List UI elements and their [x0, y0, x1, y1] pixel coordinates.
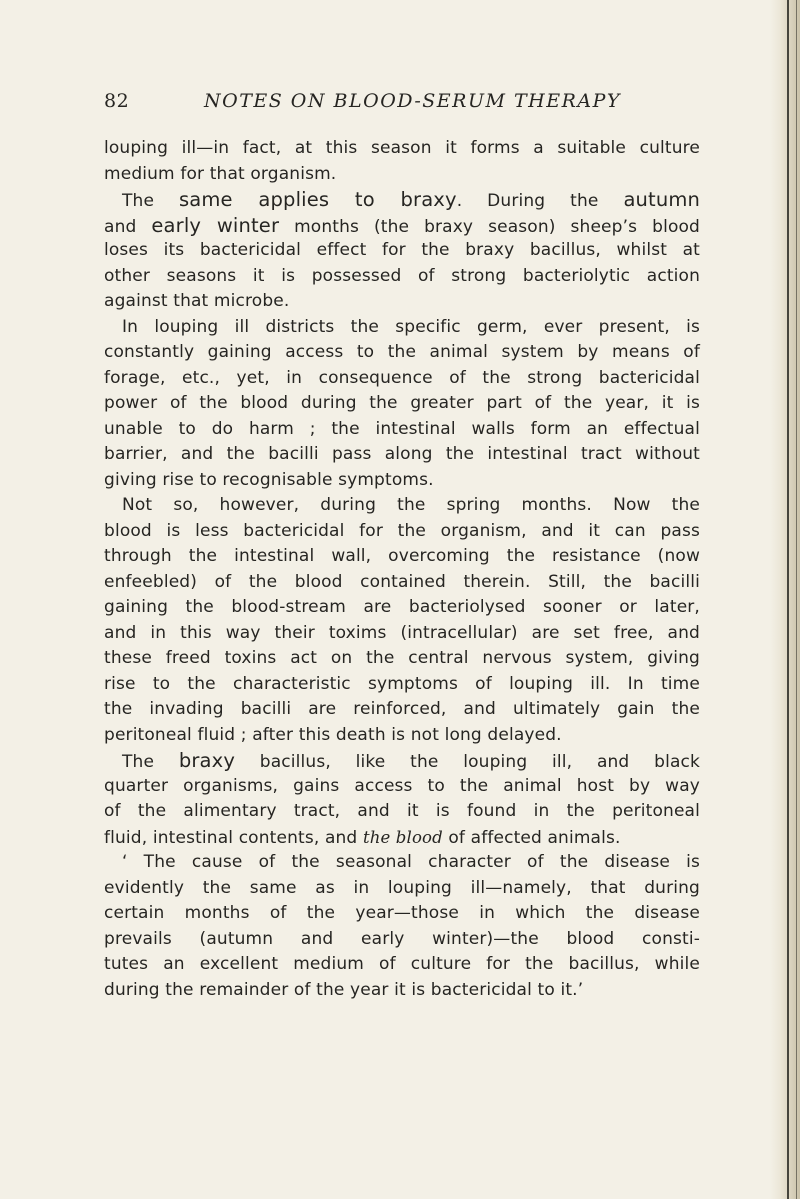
text-line: of the alimentary tract, and it is found in the peritoneal	[104, 801, 700, 821]
running-title: NOTES ON BLOOD-SERUM THERAPY	[204, 90, 621, 112]
text-line: medium for that organism.	[104, 163, 337, 184]
text-line: unable to do harm ; the intestinal walls form an effectual	[104, 418, 700, 439]
text-line: blood is less bactericidal for the organism, and it can pass	[104, 520, 700, 541]
text-line: constantly gaining access to the animal system by means of	[104, 342, 700, 362]
text-line: certain months of the year—those in which the disease	[104, 903, 700, 923]
emphasis-text: same applies to braxy	[179, 188, 457, 211]
text-line: louping ill—in fact, at this season it forms a suitable culture	[104, 138, 700, 158]
text-line: these freed toxins act on the central nervous system, giving	[104, 648, 700, 668]
text-line: peritoneal fluid ; after this death is not long delayed.	[104, 724, 562, 745]
text-line: against that microbe.	[104, 291, 290, 311]
text-line: In louping ill districts the specific germ, ever present, is	[122, 316, 700, 337]
text-line: barrier, and the bacilli pass along the intestinal tract without	[104, 444, 700, 464]
text-line: the invading bacilli are reinforced, and ultimately gain the	[104, 699, 700, 719]
page-edge	[770, 0, 800, 1199]
text-line: tutes an excellent medium of culture for the bacillus, while	[104, 954, 700, 974]
text-line: rise to the characteristic symptoms of louping ill. In time	[104, 673, 700, 694]
text-line: fluid, intestinal contents, and the blood of affected animals.	[104, 827, 621, 848]
page-number: 82	[104, 90, 130, 112]
emphasis-text: autumn	[623, 188, 701, 211]
italic-text: the blood	[362, 827, 443, 847]
page-edge-line	[796, 0, 797, 1199]
text-line: quarter organisms, gains access to the animal host by way	[104, 775, 700, 796]
text-line: gaining the blood-stream are bacteriolysed sooner or later,	[104, 597, 700, 617]
text-line: and early winter months (the braxy season) sheep’s blood	[104, 213, 700, 237]
body-text	[104, 136, 700, 1003]
emphasis-text: early winter	[151, 213, 280, 237]
text-line: The same applies to braxy. During the autumn	[122, 188, 701, 211]
text-line: during the remainder of the year it is bactericidal to it.’	[104, 979, 584, 1000]
text-line: forage, etc., yet, in consequence of the strong bactericidal	[104, 367, 700, 388]
text-line: enfeebled) of the blood contained therein. Still, the bacilli	[104, 571, 700, 592]
binding-shadow-line	[787, 0, 789, 1199]
page-header	[104, 90, 704, 120]
text-line: other seasons it is possessed of strong bacteriolytic action	[104, 265, 700, 286]
text-line: prevails (autumn and early winter)—the blood consti-	[104, 928, 700, 949]
text-line: loses its bactericidal effect for the braxy bacillus, whilst at	[104, 240, 700, 260]
text-line: Not so, however, during the spring months. Now the	[122, 495, 700, 515]
text-line: through the intestinal wall, overcoming the resistance (now	[104, 546, 700, 566]
emphasis-text: braxy	[178, 749, 236, 772]
text-line: The braxy bacillus, like the louping ill, and black	[122, 749, 700, 772]
text-line: evidently the same as in louping ill—namely, that during	[104, 877, 700, 898]
text-line: ‘ The cause of the seasonal character of the disease is	[122, 852, 700, 872]
text-line: and in this way their toxims (intracellular) are set free, and	[104, 622, 700, 643]
text-line: giving rise to recognisable symptoms.	[104, 469, 434, 490]
text-line: power of the blood during the greater part of the year, it is	[104, 393, 700, 413]
